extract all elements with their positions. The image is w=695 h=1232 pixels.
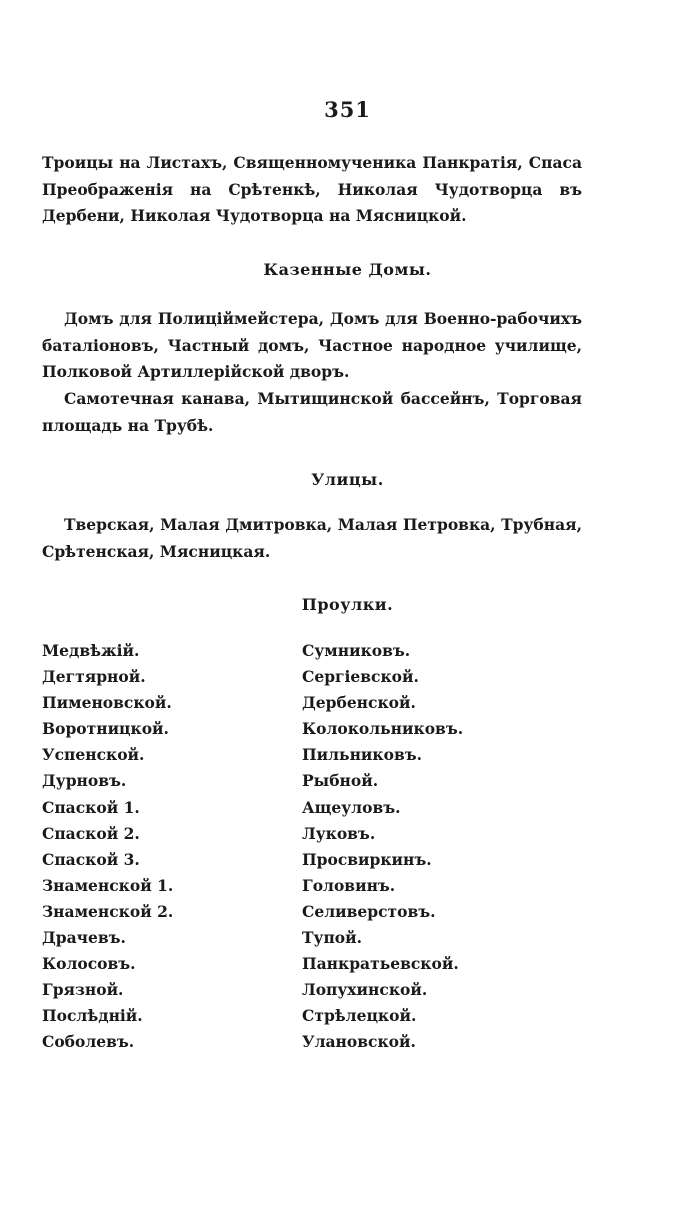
kazennye-paragraph-1: Домъ для Полиціймейстера, Домъ для Военно-рабочихъ баталіоновъ, Частный домъ, Частное народное училище, Полковой Артиллерійской дворъ. — [42, 309, 582, 381]
list-item: Улановской. — [302, 1032, 416, 1052]
list-item: Пименовской. — [42, 693, 172, 713]
kazennye-paragraph-2: Самотечная канава, Мытищинской бассейнъ, Торговая площадь на Трубѣ. — [42, 389, 582, 435]
list-item: Медвѣжій. — [42, 641, 140, 660]
list-item: Селиверстовъ. — [302, 901, 436, 921]
list-item: Рыбной. — [302, 771, 379, 791]
proulki-right-column — [302, 638, 463, 1056]
list-item: Головинъ. — [302, 875, 396, 895]
list-item: Пильниковъ. — [302, 745, 423, 765]
list-item: Сергіевской. — [302, 667, 419, 687]
list-item: Колокольниковъ. — [302, 719, 464, 739]
list-item: Тупой. — [302, 928, 363, 948]
ulitsy-paragraph: Тверская, Малая Дмитровка, Малая Петровка, Трубная, Срѣтенская, Мясницкая. — [42, 515, 582, 561]
list-item: Послѣдній. — [42, 1006, 143, 1026]
list-item: Спаской 2. — [42, 823, 140, 843]
list-item: Дурновъ. — [42, 771, 127, 791]
list-item: Драчевъ. — [42, 928, 126, 948]
list-item: Знаменской 2. — [42, 901, 174, 921]
page-number: 351 — [324, 97, 371, 122]
list-item: Воротницкой. — [42, 719, 169, 739]
list-item: Ащеуловъ. — [302, 797, 401, 817]
list-item: Знаменской 1. — [42, 875, 174, 895]
list-item: Грязной. — [42, 980, 124, 1000]
list-item: Панкратьевской. — [302, 954, 459, 974]
list-item: Сумниковъ. — [302, 641, 411, 660]
heading-ulitsy: Улицы. — [311, 470, 384, 489]
list-item: Лопухинской. — [302, 980, 428, 1000]
list-item: Спаской 1. — [42, 797, 140, 817]
list-item: Колосовъ. — [42, 954, 136, 974]
proulki-left-column — [42, 638, 173, 1056]
list-item: Дербенской. — [302, 693, 416, 713]
list-item: Стрѣлецкой. — [302, 1006, 417, 1026]
list-item: Луковъ. — [302, 823, 376, 843]
list-item: Просвиркинъ. — [302, 849, 432, 869]
heading-kazennye-domy: Казенные Домы. — [263, 260, 432, 279]
list-item: Соболевъ. — [42, 1032, 135, 1052]
heading-proulki: Проулки. — [301, 595, 394, 614]
list-item: Дегтярной. — [42, 667, 146, 687]
list-item: Спаской 3. — [42, 849, 140, 869]
list-item: Успенской. — [42, 745, 145, 765]
intro-paragraph: Троицы на Листахъ, Священномученика Панкратія, Спаса Преображенія на Срѣтенкѣ, Николая Чудотворца въ Дербени, Николая Чудотворца на Мясницкой. — [42, 153, 582, 225]
